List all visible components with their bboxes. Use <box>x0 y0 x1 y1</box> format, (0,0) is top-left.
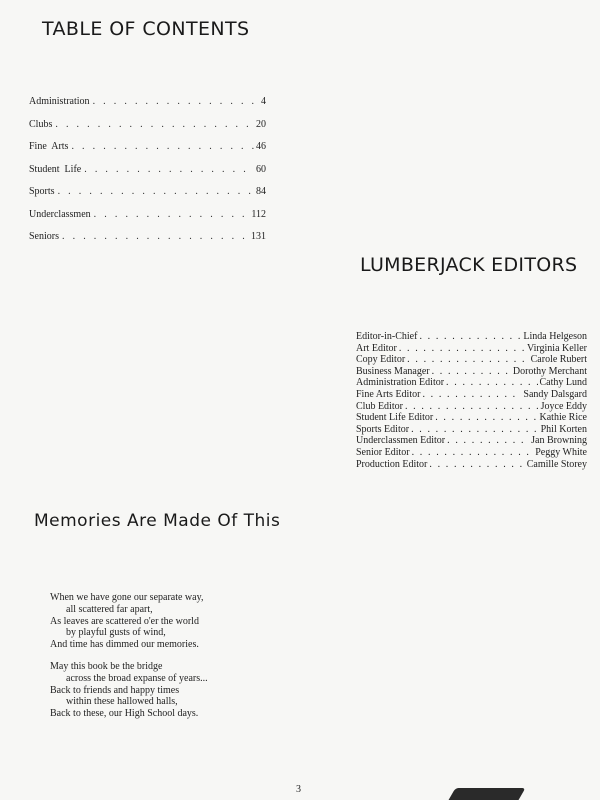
editor-name: Cathy Lund <box>539 377 587 389</box>
poem-line: all scattered far apart, <box>66 603 153 615</box>
poem-title: Memories Are Made Of This <box>34 511 281 531</box>
editor-leader-dots <box>422 389 521 401</box>
editor-leader-dots <box>405 401 539 413</box>
toc-leader-dots <box>84 164 254 175</box>
editor-entry <box>356 424 587 436</box>
toc-entry-label: Clubs <box>29 118 53 130</box>
toc-entry-seniors <box>29 231 266 254</box>
page-number: 3 <box>296 784 301 795</box>
toc-entry-label: Fine Arts <box>29 141 69 152</box>
toc-entry-fine-arts <box>29 141 266 164</box>
poem-stanza <box>50 592 208 651</box>
editor-entry <box>356 401 587 413</box>
toc-leader-dots <box>94 209 250 220</box>
toc-entry-administration <box>29 96 266 119</box>
editor-name: Kathie Rice <box>539 412 587 424</box>
corner-graphic <box>449 788 526 800</box>
editor-entry <box>356 459 587 471</box>
toc-entry-page: 131 <box>251 231 266 242</box>
editor-role: Sports Editor <box>356 423 410 435</box>
toc-entry-label: Student Life <box>29 163 82 175</box>
poem-line: by playful gusts of wind, <box>66 627 166 639</box>
editor-entry <box>356 377 587 389</box>
editor-name: Virginia Keller <box>526 342 587 354</box>
toc-entry-page: 46 <box>256 141 266 152</box>
editor-name: Jan Browning <box>531 435 587 447</box>
toc-entry-label: Seniors <box>29 231 59 242</box>
toc-entry-clubs <box>29 119 266 142</box>
toc-entry-page: 112 <box>251 208 266 220</box>
editor-role: Student Life Editor <box>356 412 434 424</box>
editor-name: Phil Korten <box>540 423 587 435</box>
editor-role: Copy Editor <box>356 354 406 366</box>
editor-leader-dots <box>399 343 525 355</box>
toc-leader-dots <box>71 141 254 152</box>
editor-name: Carole Rubert <box>530 354 587 366</box>
poem-line: Back to these, our High School days. <box>50 708 199 720</box>
poem-line: When we have gone our separate way, <box>50 592 204 603</box>
toc-entry-label: Administration <box>29 96 90 107</box>
editor-leader-dots <box>447 435 529 447</box>
toc-entry-label: Underclassmen <box>29 208 91 220</box>
editor-name: Peggy White <box>535 446 587 458</box>
editor-name: Camille Storey <box>526 458 587 470</box>
editor-leader-dots <box>432 366 511 378</box>
editor-leader-dots <box>435 412 537 424</box>
poem-line: Back to friends and happy times <box>50 684 180 696</box>
editor-role: Art Editor <box>356 342 397 354</box>
toc-leader-dots <box>58 186 254 197</box>
editor-leader-dots <box>412 447 534 459</box>
toc-leader-dots <box>62 231 249 242</box>
editor-entry <box>356 389 587 401</box>
poem-line: And time has dimmed our memories. <box>50 639 199 651</box>
editor-leader-dots <box>411 424 539 436</box>
editor-leader-dots <box>446 377 537 389</box>
editor-entry <box>356 331 587 343</box>
editor-leader-dots <box>407 354 528 366</box>
poem-line: within these hallowed halls, <box>66 696 178 708</box>
poem <box>50 592 208 730</box>
editor-leader-dots <box>419 331 521 343</box>
poem-line: As leaves are scattered o'er the world <box>50 615 199 627</box>
editor-entry <box>356 412 587 424</box>
editor-name: Sandy Dalsgard <box>523 388 587 400</box>
editor-role: Production Editor <box>356 458 428 470</box>
editor-entry <box>356 366 587 378</box>
editor-name: Linda Helgeson <box>523 331 587 342</box>
editor-entry <box>356 354 587 366</box>
editors-title: LUMBERJACK EDITORS <box>360 254 578 276</box>
toc-title: TABLE OF CONTENTS <box>42 18 250 40</box>
toc-entry-page: 84 <box>256 186 266 197</box>
editor-role: Editor-in-Chief <box>356 331 418 342</box>
editor-entry <box>356 435 587 447</box>
editor-name: Joyce Eddy <box>540 400 587 412</box>
editor-role: Fine Arts Editor <box>356 388 421 400</box>
poem-line: May this book be the bridge <box>50 660 163 672</box>
toc-entry-student-life <box>29 164 266 187</box>
poem-line: across the broad expanse of years... <box>66 672 208 684</box>
editor-role: Senior Editor <box>356 446 410 458</box>
toc-entry-page: 60 <box>256 163 266 175</box>
toc-leader-dots <box>55 119 254 130</box>
editor-role: Club Editor <box>356 400 403 412</box>
editor-name: Dorothy Merchant <box>512 365 587 377</box>
editor-role: Business Manager <box>356 365 430 377</box>
editor-role: Underclassmen Editor <box>356 435 446 447</box>
toc-entry-sports <box>29 186 266 209</box>
editor-role: Administration Editor <box>356 377 445 389</box>
toc-list <box>29 96 266 254</box>
toc-entry-underclassmen <box>29 209 266 232</box>
editor-leader-dots <box>429 459 524 471</box>
poem-stanza <box>50 661 208 720</box>
toc-entry-label: Sports <box>29 186 55 197</box>
editors-list <box>356 331 587 470</box>
editor-entry <box>356 447 587 459</box>
toc-entry-page: 4 <box>261 96 266 107</box>
toc-entry-page: 20 <box>256 118 266 130</box>
editor-entry <box>356 343 587 355</box>
toc-leader-dots <box>93 96 259 107</box>
